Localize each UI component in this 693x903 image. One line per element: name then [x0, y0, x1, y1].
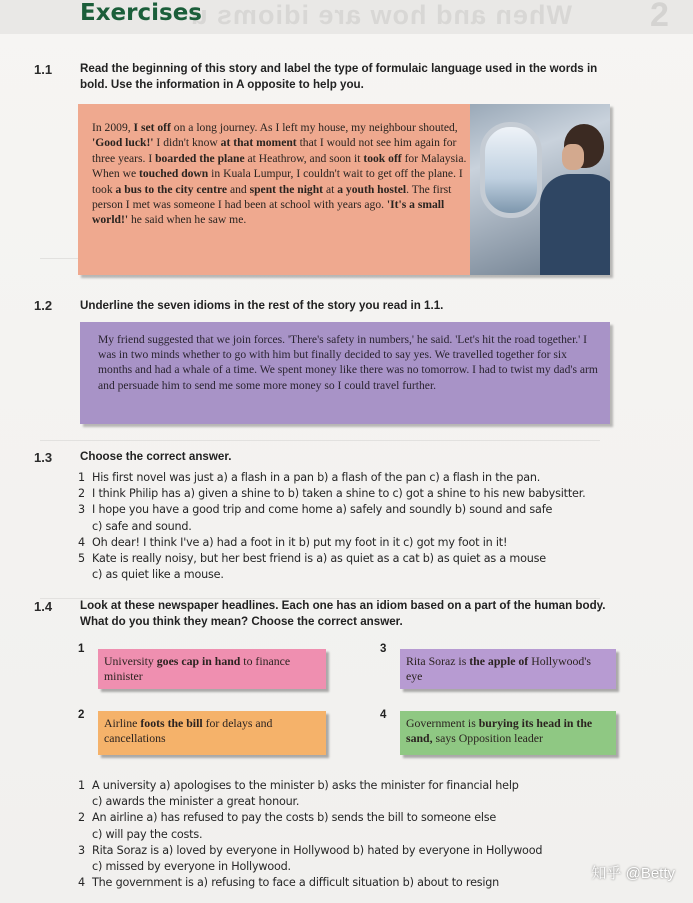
headline-text: Rita Soraz is [406, 654, 470, 668]
story-segment: that I would not see him again for three years. I [92, 136, 457, 165]
question-number: 1 [78, 779, 85, 792]
headline-idiom: foots the bill [140, 716, 203, 730]
question-line [78, 519, 658, 535]
question-line [78, 827, 658, 843]
question-line [78, 859, 658, 875]
airplane-passenger-photo [470, 104, 610, 275]
question-list-1-4 [78, 778, 658, 891]
exercise-number-1-2: 1.2 [34, 298, 53, 313]
question-text: A university a) apologises to the minister b) asks the minister for financial help [92, 779, 519, 792]
question-text: Kate is really noisy, but her best friend is a) as quiet as a cat b) as quiet as a mouse [92, 552, 546, 566]
question-text: Oh dear! I think I've a) had a foot in it b) put my foot in it c) got my foot in it! [92, 535, 508, 549]
question-number: 4 [78, 876, 85, 890]
question-number: 3 [78, 503, 85, 517]
story-segment: at [323, 182, 338, 196]
question-text: Rita Soraz is a) loved by everyone in Hollywood b) hated by everyone in Hollywood [92, 843, 543, 857]
bold-phrase: at that moment [220, 136, 297, 150]
question-line [78, 843, 658, 859]
page-title: Exercises [80, 0, 202, 26]
headline-number: 1 [78, 643, 85, 655]
headline-text: says Opposition leader [432, 731, 543, 746]
bold-phrase: took off [363, 151, 402, 165]
question-number: 5 [78, 552, 85, 566]
bold-phrase: 'It's a small world!' [92, 198, 445, 227]
story-text-1-1 [92, 120, 470, 228]
story-segment: for Malaysia. When we [92, 151, 467, 181]
headline-box [400, 711, 616, 755]
bold-phrase: boarded the plane [155, 151, 245, 165]
story-segment: on a long journey. As I left my house, my neighbour shouted, [170, 121, 458, 134]
exercise-number-1-3: 1.3 [34, 450, 53, 465]
question-text: His first novel was just a) a flash in a pan b) a flash of the pan c) a flash in the pan. [92, 471, 541, 484]
exercise-instruction-1-1: Read the beginning of this story and label the type of formulaic language used in the words in bold. Use the information in A opposite to help you. [80, 62, 598, 91]
ghost-heading: When and how are idioms u [190, 0, 573, 30]
bold-phrase: a bus to the city centre [115, 182, 228, 196]
headline-text: Airline [104, 716, 141, 730]
headline-box [98, 649, 326, 689]
question-number: 3 [78, 843, 85, 857]
question-number: 4 [78, 535, 85, 549]
exercise-number-1-4: 1.4 [34, 599, 53, 614]
headline-idiom: burying its head in the sand, [406, 716, 593, 746]
question-line [78, 567, 658, 583]
headline-text: Government is [406, 716, 479, 730]
headline-number: 4 [380, 709, 387, 721]
headline-number: 2 [78, 709, 85, 721]
question-text: I hope you have a good trip and come home a) safely and soundly b) sound and safe [92, 503, 553, 517]
question-list-1-3 [78, 470, 658, 583]
headline-text: University [104, 654, 157, 668]
headline-text: for delays and cancellations [104, 716, 273, 746]
question-line [78, 810, 658, 826]
story-segment: In 2009, [92, 121, 134, 134]
exercise-instruction-1-4: Look at these newspaper headlines. Each one has an idiom based on a part of the human body. What do you think they mean? Choose the correct answer. [80, 599, 606, 628]
story-segment: I didn't know [153, 136, 221, 150]
headline-idiom: the apple of [469, 654, 529, 668]
story-segment: and [227, 182, 250, 196]
headline-number: 3 [380, 643, 387, 655]
bold-phrase: I set off [133, 121, 171, 134]
question-text: c) will pay the costs. [92, 827, 203, 841]
question-line [78, 778, 658, 794]
bold-phrase: touched down [139, 167, 209, 181]
passenger-face [562, 144, 584, 170]
story-box-1-2 [80, 322, 610, 424]
story-text-1-2: My friend suggested that we join forces. 'There's safety in numbers,' he said. 'Let's hit the road together.' I was in two minds whether to go with him but finally decided to say yes. We travelled together for six months and had a whale of a time. We spent money like there was no tomorrow. I had to twist my dad's arm and persuade him to send me some more money so I could travel further. [98, 333, 598, 392]
ghost-unit-number: 2 [650, 0, 669, 34]
question-text: c) awards the minister a great honour. [92, 795, 300, 809]
question-line [78, 535, 658, 551]
headline-text: to finance minister [104, 654, 291, 684]
question-text: An airline a) has refused to pay the costs b) sends the bill to someone else [92, 811, 497, 825]
airplane-window [480, 122, 542, 218]
question-line [78, 486, 658, 502]
story-segment: in Kuala Lumpur, I couldn't wait to get off the plane. I took [92, 167, 463, 196]
watermark: 知乎 @Betty [591, 865, 675, 882]
question-number: 1 [78, 471, 85, 484]
question-line [78, 875, 658, 891]
headline-box [400, 649, 616, 689]
exercise-instruction-1-2: Underline the seven idioms in the rest of the story you read in 1.1. [80, 299, 444, 312]
question-text: The government is a) refusing to face a difficult situation b) about to resign [92, 876, 500, 890]
bold-phrase: a youth hostel [337, 182, 407, 196]
bold-phrase: spent the night [249, 182, 324, 196]
story-box-1-1 [78, 104, 610, 275]
passenger-body [540, 174, 610, 275]
exercise-number-1-1: 1.1 [34, 62, 53, 77]
question-number: 2 [78, 487, 85, 501]
question-line [78, 794, 658, 810]
headline-box [98, 711, 326, 755]
question-number: 2 [78, 811, 85, 825]
question-text: I think Philip has a) given a shine to b) taken a shine to c) got a shine to his new babysitter. [92, 487, 586, 501]
question-text: c) safe and sound. [92, 519, 192, 533]
question-text: c) missed by everyone in Hollywood. [92, 860, 291, 874]
question-line [78, 502, 658, 518]
question-line [78, 551, 658, 567]
question-text: c) as quiet like a mouse. [92, 568, 224, 582]
story-segment: . The first person I met was someone I had been at school with years ago. [92, 182, 452, 212]
headline-text: Hollywood's eye [406, 654, 592, 684]
bold-phrase: 'Good luck!' [92, 136, 154, 150]
headline-idiom: goes cap in hand [156, 654, 241, 668]
question-line [78, 470, 658, 486]
exercise-instruction-1-3: Choose the correct answer. [80, 450, 232, 463]
story-segment: he said when he saw me. [128, 213, 247, 227]
story-segment: at Heathrow, and soon it [244, 151, 364, 165]
